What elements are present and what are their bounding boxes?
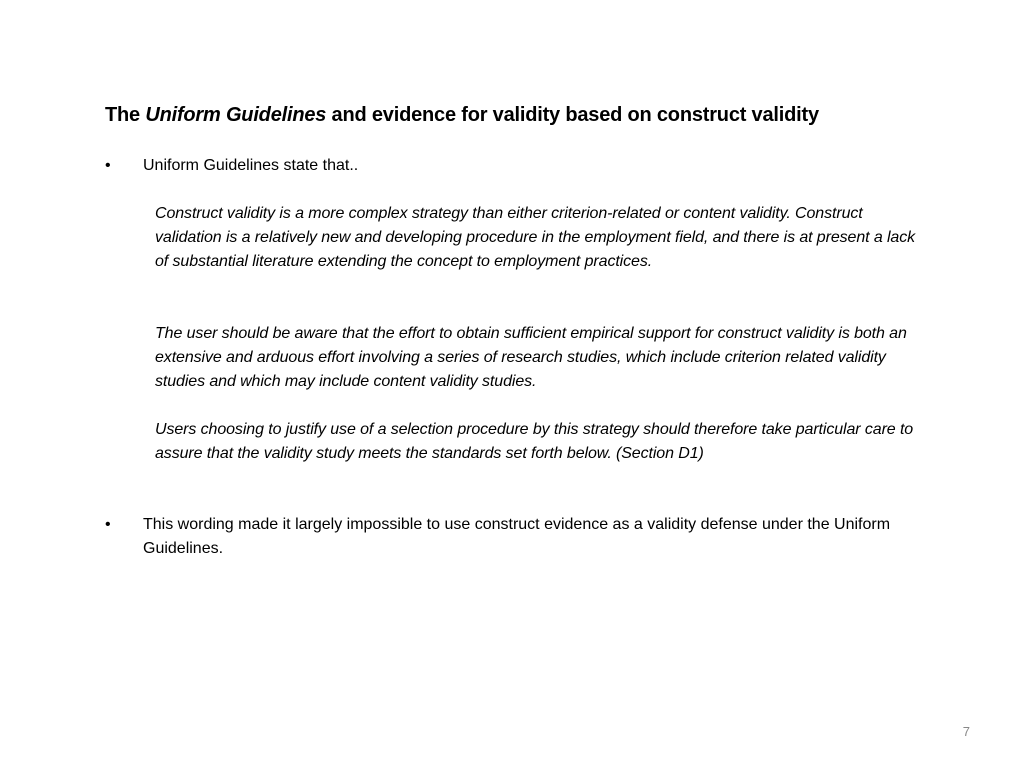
bullet-marker: • [105, 516, 111, 533]
bullet-text: This wording made it largely impossible to use construct evidence as a validity defense under the Uniform Guidelines. [143, 516, 891, 557]
page-number: 7 [962, 724, 970, 739]
quote-paragraph: The user should be aware that the effort to obtain sufficient empirical support for construct validity is both an extensive and arduous effort involving a series of research studies, which include criterion related validity studies and which may include content validity studies. [155, 325, 907, 390]
title-prefix: The [105, 104, 146, 126]
bullet-item [105, 513, 945, 561]
quote-paragraph: Construct validity is a more complex strategy than either criterion-related or content validity. Construct validation is a relatively new and developing procedure in the employment field, and there is at present a lack of substantial literature extending the concept to employment practices. [155, 205, 916, 270]
title-emphasis: Uniform Guidelines [145, 104, 327, 126]
quote-paragraph: Users choosing to justify use of a selection procedure by this strategy should therefore take particular care to assure that the validity study meets the standards set forth below. (Section D1) [155, 421, 914, 462]
slide-title [105, 100, 985, 130]
bullet-text: Uniform Guidelines state that.. [143, 157, 359, 174]
bullet-marker: • [105, 157, 111, 174]
title-suffix: and evidence for validity based on construct validity [326, 104, 819, 126]
bullet-item [105, 154, 945, 178]
